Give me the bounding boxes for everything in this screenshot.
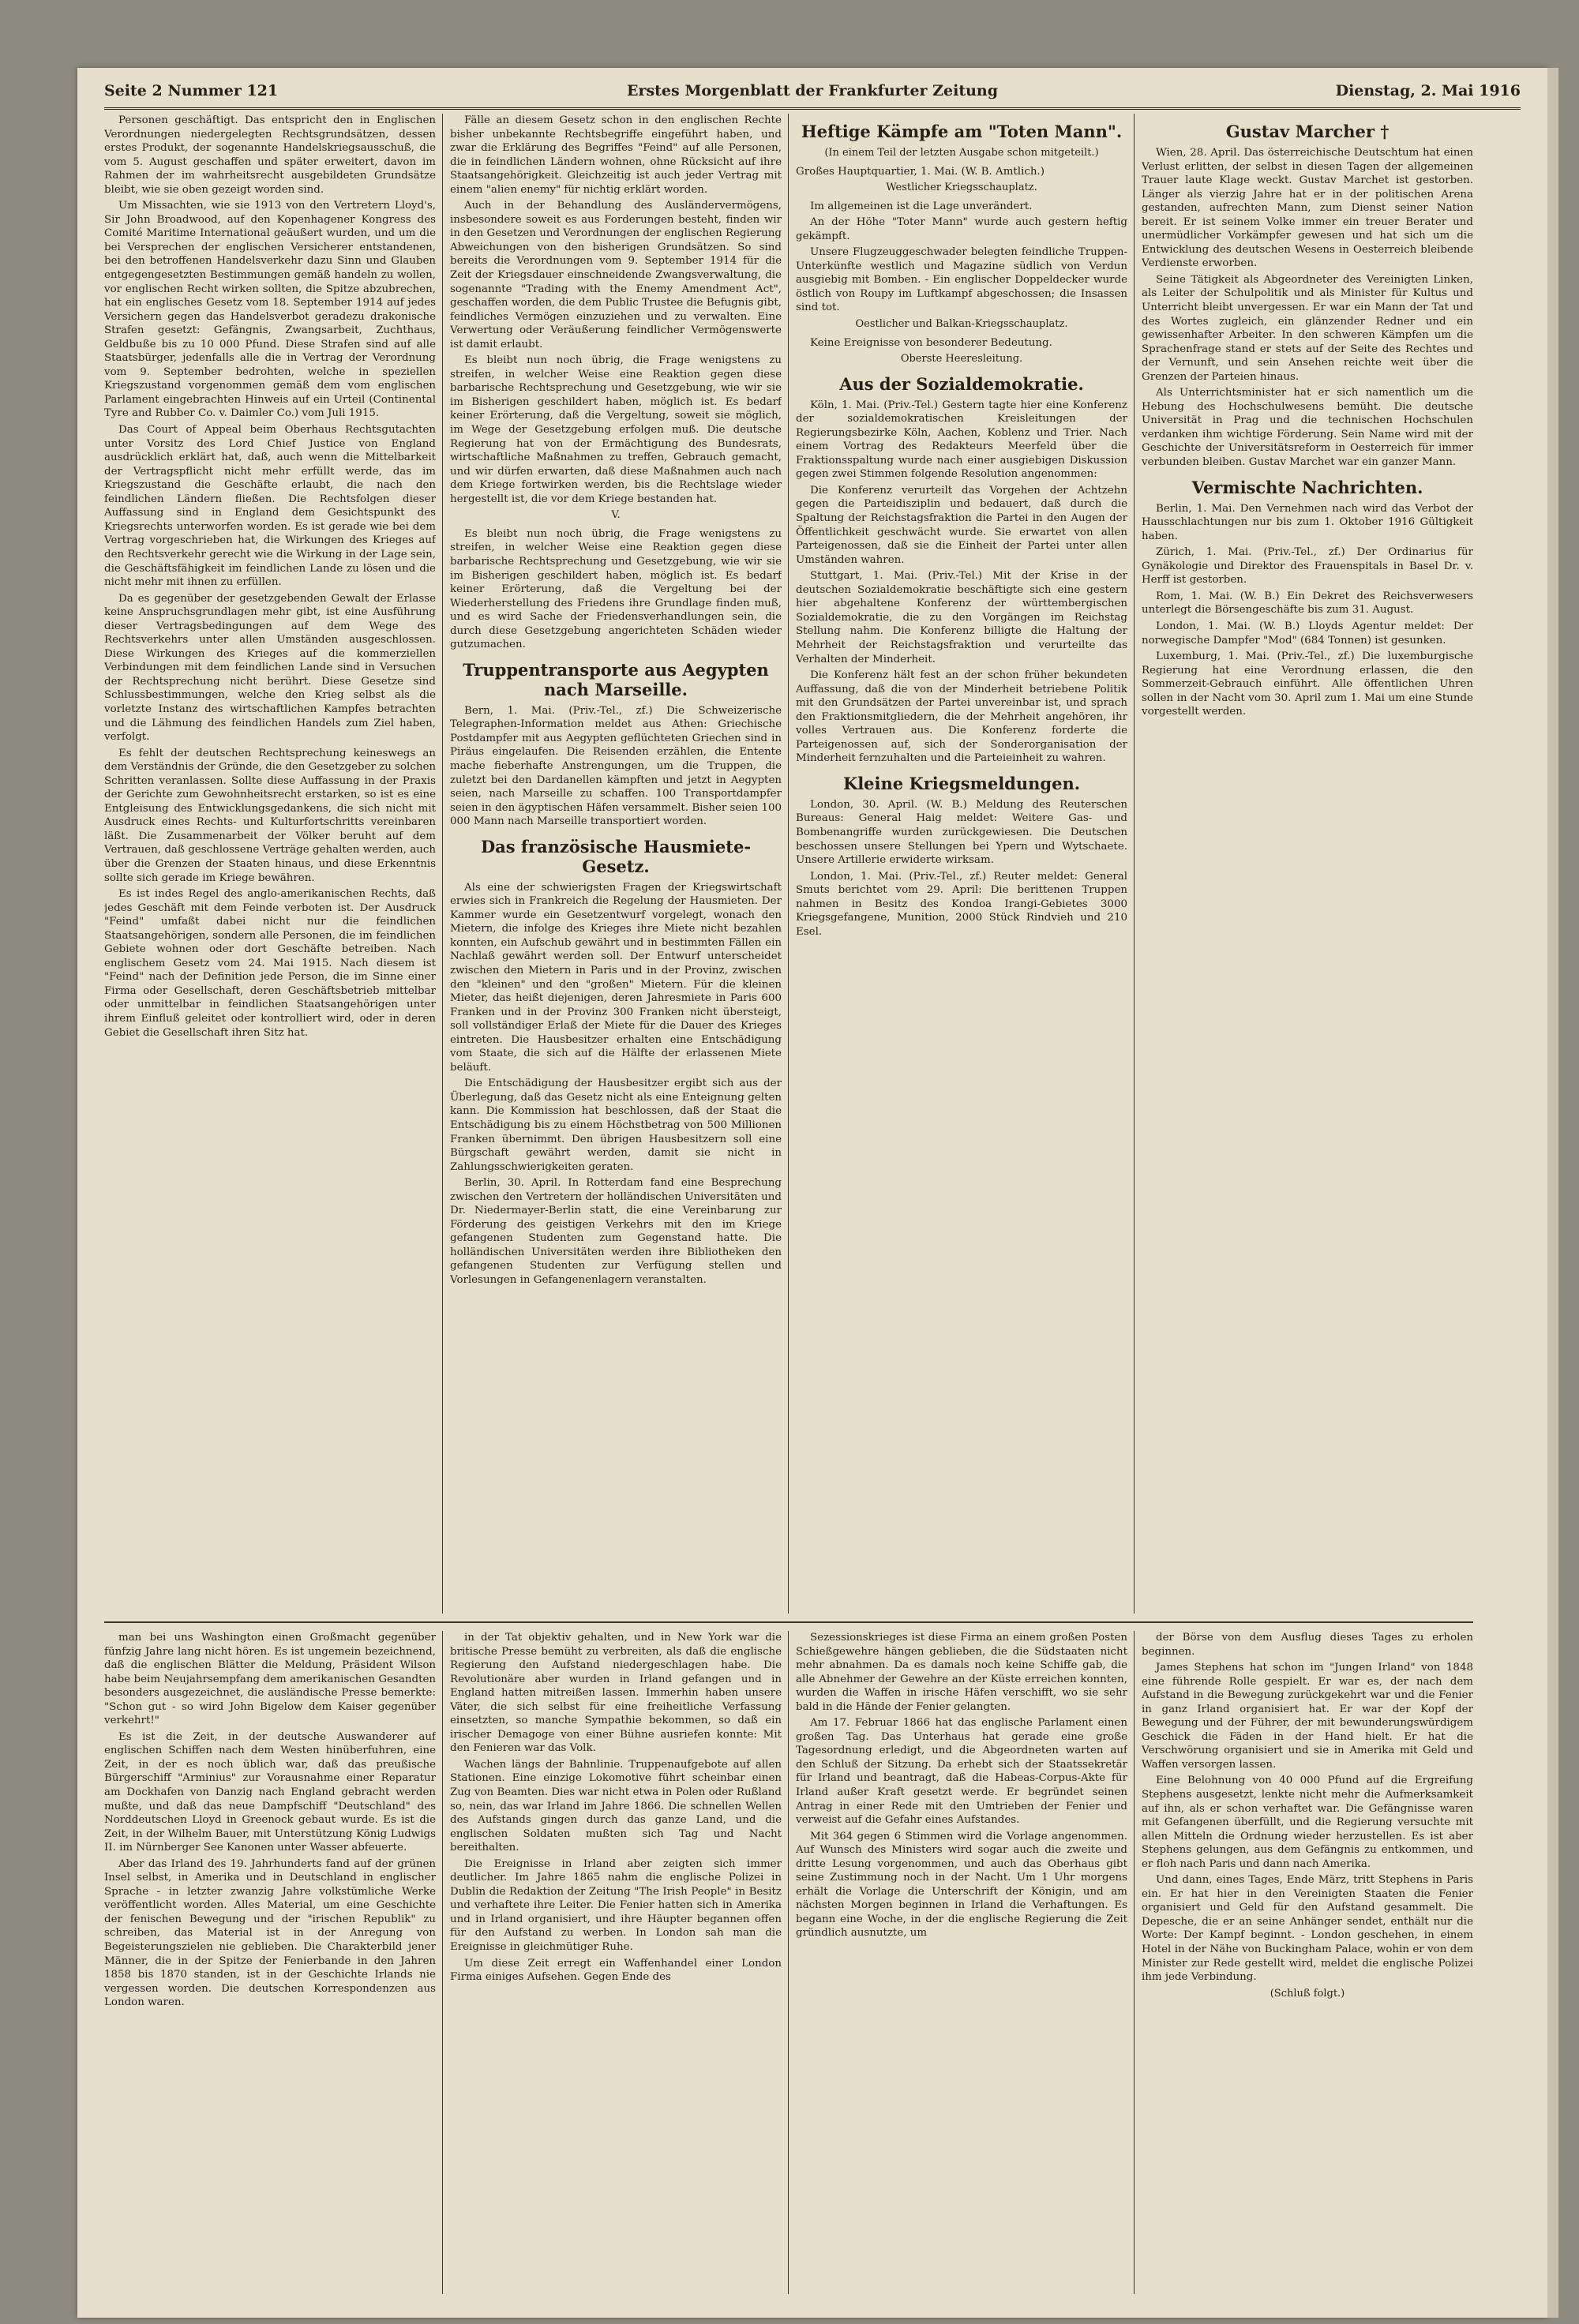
- article-paragraph: Um Missachten, wie sie 1913 von den Vertretern Lloyd's, Sir John Broadwood, auf den Kopenhagener Kongress des Comité Maritime International geäußert wurden, und um die bei Versprechen der englischen Versicherer entstandenen, bei den betroffenen Handelsverkehr dazu Sinn und Glauben entgegengesetzten Bestimmungen gemäß handeln zu wollen, vor englischen Recht wirken sollten, die Spitze abzubrechen, hat ein englisches Gesetz vom 18. September 1914 auf jedes Versichern gegen das Handelsverbot geradezu drakonische Strafen gesetzt: Gefängnis, Zwangsarbeit, Zuchthaus, Geldbuße bis zu 10 000 Pfund. Diese Strafen sind auf alle Staatsbürger, jedenfalls alle die in Vertrag der Verordnung vom 9. September bedrohten, welche in speziellen Kriegszustand vorgenommen gemäß dem vom englischen Parlament eingebrachten Hinweis auf ein Urteil (Continental Tyre and Rubber Co. v. Daimler Co.) vom Juli 1915.: [104, 200, 436, 420]
- article-paragraph: An der Höhe "Toter Mann" wurde auch gestern heftig gekämpft.: [796, 216, 1127, 242]
- article-paragraph: Und dann, eines Tages, Ende März, tritt Stephens in Paris ein. Er hat hier in den Vereinigten Staaten die Fenier organisiert und Geld für den Aufstand gesammelt. Die Depesche, die er an seine Anhänger sendet, enthält nur die Worte: Der Kampf beginnt. - London geschehen, in einem Hotel in der Nähe von Buckingham Palace, wohin er von dem Minister zur Rede gestellt wird, meldet die englische Polizei ihm jede Verbindung.: [1142, 1874, 1473, 1984]
- column-1: [104, 114, 436, 1614]
- feuilleton-rule: [104, 1621, 1473, 1623]
- western-front-heading: Westlicher Kriegsschauplatz.: [886, 182, 1037, 194]
- article-paragraph: Es fehlt der deutschen Rechtsprechung keineswegs an dem Verständnis der Gründe, die den Gesetzgeber zu solchen Schritten veranlassen. Sollte diese Auffassung in der Praxis der Gerichte zum Gewohnheitsrecht erstarken, so ist es eine Entgleisung des Entwicklungsgedankens, die sich nicht mit Ausdruck eines Rechts- und Kulturfortschritts vereinbaren läßt. Die Zusammenarbeit der Völker beruht auf dem Vertrauen, daß geschlossene Verträge gehalten werden, auch über die Grenzen der Staaten hinaus, und diese Erkenntnis sollte sich gerade im Kriege bewähren.: [104, 747, 436, 884]
- article-paragraph: Es ist die Zeit, in der deutsche Auswanderer auf englischen Schiffen nach dem Westen hinüberfuhren, eine Zeit, in der es noch üblich war, daß das preußische Bürgerschiff "Arminius" zur Vorausnahme einer Reparatur am Dockhafen von Danzig nach England gebracht werden mußte, und daß das neue Dampfschiff "Deutschland" des Norddeutschen Lloyd in Greenock gebaut wurde. Es ist die Zeit, in der Wilhelm Bauer, mit Unterstützung König Ludwigs II. im Nürnberger See Kanonen unter Wasser abfeuerte.: [104, 1730, 436, 1854]
- to-be-continued: (Schluß folgt.): [1270, 1987, 1345, 2000]
- eastern-front-heading: Oestlicher und Balkan-Kriegsschauplatz.: [855, 318, 1068, 331]
- newspaper-title: Erstes Morgenblatt der Frankfurter Zeitung: [626, 82, 999, 99]
- section-numeral: V.: [611, 509, 621, 522]
- article-paragraph: Luxemburg, 1. Mai. (Priv.-Tel., zf.) Die luxemburgische Regierung hat eine Verordnung erlassen, die den Sommerzeit-Gebrauch einführt. Alle öffentlichen Uhren sollen in der Nacht vom 30. April zum 1. Mai um eine Stunde vorgestellt werden.: [1142, 650, 1473, 718]
- article-paragraph: London, 1. Mai. (Priv.-Tel., zf.) Reuter meldet: General Smuts berichtet vom 29. April: Die berittenen Truppen nahmen in Besitz des Kondoa Irangi-Gebietes 3000 Kriegsgefangene, Munition, 2000 Stück Rindvieh und 210 Esel.: [796, 870, 1127, 938]
- report-dateline: Großes Hauptquartier, 1. Mai. (W. B. Amtlich.): [796, 165, 1045, 178]
- article-paragraph: Unsere Flugzeuggeschwader belegten feindliche Truppen-Unterkünfte westlich und Magazine südlich von Verdun ausgiebig mit Bomben. - Ein englischer Doppeldecker wurde östlich von Roupy im Luftkampf abgeschossen; die Insassen sind tot.: [796, 246, 1127, 314]
- newspaper-page: [77, 68, 1547, 2318]
- headline-obituary: Gustav Marcher †: [1225, 122, 1390, 141]
- article-paragraph: Stuttgart, 1. Mai. (Priv.-Tel.) Mit der Krise in der deutschen Sozialdemokratie beschäftigte sich eine gestern hier abgehaltene Konferenz der württembergischen Sozialdemokratie, die zu den Vorgängen im Reichstag Stellung nahm. Die Konferenz billigte die Haltung der Mehrheit der Reichstagsfraktion und verurteilte das Verhalten der Minderheit.: [796, 570, 1127, 665]
- feuilleton-column-2: [450, 1631, 782, 2294]
- article-paragraph: Als eine der schwierigsten Fragen der Kriegswirtschaft erwies sich in Frankreich die Regelung der Hausmieten. Der Kammer wurde ein Gesetzentwurf vorgelegt, wonach den Mietern, die infolge des Krieges ihre Miete nicht bezahlen konnten, ein Aufschub gewährt und in bestimmten Fällen ein Nachlaß gewährt werden soll. Der Entwurf unterscheidet zwischen den Mietern in Paris und in der Provinz, zwischen den "kleinen" und den "großen" Mietern. Für die kleinen Mieter, das heißt diejenigen, deren Jahresmiete in Paris 600 Franken und in der Provinz 300 Franken nicht übersteigt, soll vollständiger Erlaß der Miete für die Dauer des Krieges eintreten. Die Hausbesitzer erhalten eine Entschädigung vom Staate, die sich auf die Hälfte der erlassenen Miete beläuft.: [450, 881, 782, 1074]
- article-paragraph: Rom, 1. Mai. (W. B.) Ein Dekret des Reichsverwesers unterlegt die Börsengeschäfte bis zum 31. August.: [1142, 590, 1473, 617]
- article-paragraph: Berlin, 30. April. In Rotterdam fand eine Besprechung zwischen den Vertretern der holländischen Universitäten und Dr. Niedermayer-Berlin statt, die eine Vereinbarung zur Förderung des geistigen Verkehrs mit den im Kriege gefangenen Studenten zum Gegenstand hatte. Die holländischen Universitäten werden ihre Bibliotheken den gefangenen Studenten zur Verfügung stellen und Vorlesungen in Gefangenenlagern veranstalten.: [450, 1177, 782, 1287]
- column-3: [796, 114, 1127, 1614]
- article-paragraph: Die Ereignisse in Irland aber zeigten sich immer deutlicher. Im Jahre 1865 nahm die englische Polizei in Dublin die Redaktion der Zeitung "The Irish People" in Besitz und verhaftete ihre Leiter. Die Fenier hatten sich in Amerika und in Irland organisiert, und ihre Häupter begannen offen für den Aufstand zu werben. In London sah man die Ereignisse in gleichmütiger Ruhe.: [450, 1857, 782, 1954]
- article-paragraph: Es bleibt nun noch übrig, die Frage wenigstens zu streifen, in welcher Weise eine Reaktion gegen diese barbarische Rechtsprechung und Gesetzgebung, wie wir sie im Bisherigen geschildert haben, möglich ist. Es bedarf keiner Erörterung, daß die Vergeltung, soweit sie möglich, im Wege der Gesetzgebung erfolgen muß. Die deutsche Regierung hat von der Ermächtigung des Bundesrats, wirtschaftliche Maßnahmen zu treffen, Gebrauch gemacht, und wir dürfen erwarten, daß diese Maßnahmen auch nach dem Kriege fortwirken werden, bis die Rechtslage wieder hergestellt ist, die vor dem Kriege bestanden hat.: [450, 354, 782, 505]
- article-paragraph: Berlin, 1. Mai. Den Vernehmen nach wird das Verbot der Hausschlachtungen nur bis zum 1. Oktober 1916 Gültigkeit haben.: [1142, 502, 1473, 542]
- headline-note: (In einem Teil der letzten Ausgabe schon mitgeteilt.): [824, 147, 1099, 159]
- article-paragraph: Um diese Zeit erregt ein Waffenhandel einer London Firma einiges Aufsehen. Gegen Ende des: [450, 1957, 782, 1984]
- page-edge: [1547, 68, 1558, 2318]
- article-paragraph: Köln, 1. Mai. (Priv.-Tel.) Gestern tagte hier eine Konferenz der sozialdemokratischen Kreisleitungen der Regierungsbezirke Köln, Aachen, Koblenz und Trier. Nach einem Vortrag des Redakteurs Meerfeld über die Fraktionsspaltung wurde nach einer ausgiebigen Diskussion gegen zwei Stimmen folgende Resolution angenommen:: [796, 399, 1127, 481]
- article-paragraph: Sezessionskrieges ist diese Firma an einem großen Posten Schießgewehre hängen geblieben, die die Südstaaten nicht mehr abnahmen. Da es damals noch keine Schiffe gab, die alle Abnehmer der Gewehre an der Küste erreichen konnten, wurden die Waffen in irische Häfen verschifft, wo sie sehr bald in die Hände der Fenier gelangten.: [796, 1632, 1127, 1713]
- feuilleton-column-4: [1142, 1631, 1473, 2294]
- article-paragraph: Personen geschäftigt. Das entspricht den in Englischen Verordnungen niedergelegten Rechtsgrundsätzen, dessen erstes Produkt, der sogenannte Handelskriegsausschuß, die vom 5. August geschaffen und später erweitert, davon im Rahmen der im wahrheitsrecht ausgebildeten Grundsätze bleibt, wie sie oben gezeigt worden sind.: [104, 114, 436, 196]
- article-paragraph: Eine Belohnung von 40 000 Pfund auf die Ergreifung Stephens ausgesetzt, lenkte nicht mehr die Aufmerksamkeit auf ihn, als er schon verhaftet war. Die Gefängnisse waren mit Gefangenen überfüllt, und die Regierung versuchte mit allen Mitteln die Ordnung wieder herzustellen. Es ist aber Stephens gelungen, aus dem Gefängnis zu entkommen, und er floh nach Paris und dann nach Amerika.: [1142, 1775, 1473, 1870]
- article-paragraph: Als Unterrichtsminister hat er sich namentlich um die Hebung des Hochschulwesens bemüht. Die deutsche Universität in Prag und die technischen Hochschulen verdanken ihm wichtige Förderung. Sein Name wird mit der Geschichte der Universitätsreform in Oesterreich für immer verbunden bleiben. Gustav Marchet war ein ganzer Mann.: [1142, 387, 1473, 469]
- report-signature: Oberste Heeresleitung.: [900, 353, 1023, 365]
- article-paragraph: Das Court of Appeal beim Oberhaus Rechtsgutachten unter Vorsitz des Lord Chief Justice von England ausdrücklich erklärt hat, daß, auch wenn die Mittelbarkeit der Vertragspflicht nicht mehr erfüllt werde, das im Kriegszustand die Geschäfte erlaubt, die nach den feindlichen Ländern fließen. Die Rechtsfolgen dieser Auffassung sind in England dem Gesichtspunkt des Kriegsrechts unterworfen worden. Es ist gerade wie bei dem Vertrag vorgeschrieben hat, die Wirkungen des Krieges auf den Rechtsverkehr gerecht wie die Wirkung in der Lage sein, die Geschäftsfähigkeit im feindlichen Lande zu lösen und die nicht mehr mit ihnen zu erfüllen.: [104, 424, 436, 589]
- article-paragraph: Fälle an diesem Gesetz schon in den englischen Rechte bisher unbekannte Rechtsbegriffe eingeführt haben, und zwar die Erklärung des Begriffes "Feind" auf alle Personen, die in feindlichen Ländern wohnen, ohne Rücksicht auf ihre Staatsangehörigkeit. Gleichzeitig ist auch jeder Vertrag mit einem "alien enemy" für nichtig erklärt worden.: [450, 114, 782, 196]
- column-4: [1142, 114, 1473, 1614]
- headline-miscellaneous: Vermischte Nachrichten.: [1191, 477, 1423, 497]
- article-paragraph: Wachen längs der Bahnlinie. Truppenaufgebote auf allen Stationen. Eine einzige Lokomotive führt scheinbar einen Zug von Beamten. Dies war nicht etwa in Polen oder Rußland so, nein, das war Irland im Jahre 1866. Die schnellen Wellen des Aufstands gingen durch das ganze Land, und die englischen Soldaten mußten sich Tag und Nacht bereithalten.: [450, 1758, 782, 1854]
- headline-war-news: Kleine Kriegsmeldungen.: [842, 773, 1081, 793]
- column-2: [450, 114, 782, 1614]
- article-paragraph: man bei uns Washington einen Großmacht gegenüber fünfzig Jahre lang nicht hören. Es ist ungemein bezeichnend, daß die englischen Blätter die Meldung, Präsident Wilson habe beim Neujahrsempfang dem amerikanischen Gesandten besonders ausgezeichnet, die ausländische Presse bemerkte: "Schon gut - so wird John Bigelow dem Kaiser gegenüber verkehrt!": [104, 1632, 436, 1727]
- article-paragraph: Am 17. Februar 1866 hat das englische Parlament einen großen Tag. Das Unterhaus hat gerade eine große Tagesordnung erledigt, und die Abgeordneten warten auf den Schluß der Sitzung. Da erhebt sich der Staatssekretär für Irland und beantragt, daß die Habeas-Corpus-Akte für Irland außer Kraft gesetzt werde. Er begründet seinen Antrag in einer Rede mit den Umtrieben der Fenier und verweist auf die Gefahr eines Aufstandes.: [796, 1717, 1127, 1827]
- article-paragraph: in der Tat objektiv gehalten, und in New York war die britische Presse bemüht zu verbreiten, als daß die englische Regierung den Aufstand niedergeschlagen habe. Die Revolutionäre aber wurden in Irland gefangen und in England hatten mitreißen lassen. Immerhin haben unsere Väter, die sich selbst für eine freiheitliche Verfassung einsetzten, so manche Sympathie bekommen, so daß ein irischer Demagoge von einer Bühne ausriefen konnte: Mit den Fenieren war das Volk.: [450, 1632, 782, 1755]
- article-paragraph: Seine Tätigkeit als Abgeordneter des Vereinigten Linken, als Leiter der Schulpolitik und als Minister für Kultus und Unterricht bleibt unvergessen. Er war ein Mann der Tat und des Wortes zugleich, ein glänzender Redner und ein gewissenhafter Arbeiter. In den schweren Kämpfen um die Sprachenfrage stand er stets auf der Seite des Rechtes und der Vernunft, und sein Ansehen reichte weit über die Grenzen der Parteien hinaus.: [1142, 273, 1473, 383]
- article-paragraph: Aber das Irland des 19. Jahrhunderts fand auf der grünen Insel selbst, in Amerika und in Deutschland in englischer Sprache - in letzter zwanzig Jahre volkstümliche Werke veröffentlicht worden. Alles Material, um eine Geschichte der fenischen Bewegung und der "irischen Republik" zu schreiben, das Material ist in der Anregung von Begeisterungszielen nie geblieben. Die Charakterbild jener Männer, die in der Spitze der Fenierbande in den Jahren 1858 bis 1870 standen, ist in der Geschichte Irlands nie vergessen worden. Die deutschen Korrespondenzen aus London waren.: [104, 1857, 436, 2009]
- article-paragraph: Bern, 1. Mai. (Priv.-Tel., zf.) Die Schweizerische Telegraphen-Information meldet aus Athen: Griechische Postdampfer mit aus Aegypten geflüchteten Griechen sind in Piräus eingelaufen. Die Reisenden erzählen, die Entente mache fieberhafte Anstrengungen, um die Truppen, die zuletzt bei den Dardanellen kämpften und jetzt in Aegypten seien, nach Marseille zu schaffen. 100 Transportdampfer seien in den ägyptischen Häfen versammelt. Bisher seien 100 000 Mann nach Marseille transportiert worden.: [450, 704, 782, 828]
- article-paragraph: London, 1. Mai. (W. B.) Lloyds Agentur meldet: Der norwegische Dampfer "Mod" (684 Tonnen) ist gesunken.: [1142, 620, 1473, 647]
- issue-date: Dienstag, 2. Mai 1916: [1335, 82, 1521, 99]
- article-paragraph: Es bleibt nun noch übrig, die Frage wenigstens zu streifen, in welcher Weise eine Reaktion gegen diese barbarische Rechtsprechung und Gesetzgebung, wie wir sie im Bisherigen geschildert haben, möglich ist. Es bedarf keiner Erörterung, daß die Vergeltung bei der Wiederherstellung des Friedens ihre Grundlage finden muß, und es wird Sache der Friedensverhandlungen sein, die durch diese Gesetzgebung angerichteten Schäden wieder gutzumachen.: [450, 527, 782, 651]
- headline-troop-transports: Truppentransporte aus Aegypten nach Marseille.: [463, 659, 769, 699]
- article-paragraph: Es ist indes Regel des anglo-amerikanischen Rechts, daß jedes Geschäft mit dem Feinde verboten ist. Der Ausdruck "Feind" umfaßt dabei nicht nur die feindlichen Staatsangehörigen, sondern alle Personen, die im feindlichen Gebiete wohnen oder dort Geschäfte betreiben. Nach englischem Gesetz vom 24. Mai 1915. Nach diesem ist "Feind" nach der Definition jede Person, die im Sinne einer Firma oder Gesellschaft, deren Geschäftsbetrieb mittelbar oder unmittelbar in feindlichen Staatsangehörigen unter ihrem Einfluß geleitet oder kontrolliert wird, oder in deren Gebiet die Gesellschaft ihren Sitz hat.: [104, 888, 436, 1039]
- article-paragraph: Zürich, 1. Mai. (Priv.-Tel., zf.) Der Ordinarius für Gynäkologie und Direktor des Frauenspitals in Basel Dr. v. Herff ist gestorben.: [1142, 546, 1473, 587]
- article-paragraph: Keine Ereignisse von besonderer Bedeutung.: [810, 336, 1052, 349]
- article-paragraph: der Börse von dem Ausflug dieses Tages zu erholen beginnen.: [1142, 1632, 1473, 1658]
- article-paragraph: Die Konferenz verurteilt das Vorgehen der Achtzehn gegen die Parteidisziplin und bedauert, daß durch die Spaltung der Reichstagsfraktion die Partei in den Augen der Öffentlichkeit geschwächt wurde. Sie erwartet von allen Parteigenossen, daß sie die Einheit der Partei unter allen Umständen wahren.: [796, 484, 1127, 566]
- headline-rent-law: Das französische Hausmiete-Gesetz.: [480, 836, 752, 876]
- masthead: [104, 77, 1521, 110]
- article-paragraph: Mit 364 gegen 6 Stimmen wird die Vorlage angenommen. Auf Wunsch des Ministers wird sogar auch die zweite und dritte Lesung vorgenommen, und auch das Oberhaus gibt seine Zustimmung noch in der Nacht. Um 1 Uhr morgens erhält die Vorlage die Unterschrift der Königin, und am nächsten Morgen beginnen in Irland die Verhaftungen. Es begann eine Woche, in der die englische Regierung die Zeit gründlich ausnutzte, um: [796, 1830, 1127, 1940]
- article-paragraph: James Stephens hat schon im "Jungen Irland" von 1848 eine führende Rolle gespielt. Er war es, der nach dem Aufstand in die Bewegung zurückgekehrt war und die Fenier in ganz Irland organisiert hat. Er war der Kopf der Bewegung und der Führer, der mit bewunderungswürdigem Geschick die Fäden in der Hand hielt. Er hat die Verschwörung organisiert und sie in Amerika mit Geld und Waffen versorgen lassen.: [1142, 1662, 1473, 1771]
- article-paragraph: Auch in der Behandlung des Ausländervermögens, insbesondere soweit es aus Forderungen besteht, finden wir in den Gesetzen und Verordnungen der englischen Regierung Abweichungen von den bisherigen Grundsätzen. So sind bereits die Verordnungen vom 9. September 1914 für die Zeit der Kriegsdauer einschneidende Zwangsverwaltung, die sogenannte "Trading with the Enemy Amendment Act", geschaffen worden, die dem Public Trustee die Befugnis gibt, feindliches Vermögen einzuziehen und zu verwalten. Eine Verwertung oder Veräußerung feindlicher Vermögenswerte ist damit erlaubt.: [450, 200, 782, 350]
- article-paragraph: Die Konferenz hält fest an der schon früher bekundeten Auffassung, daß die von der Minderheit betriebene Politik mit den Grundsätzen der Partei unvereinbar ist, und sprach den Fraktionsmitgliedern, die der Mehrheit angehören, ihr volles Vertrauen aus. Die Konferenz forderte die Parteigenossen auf, sich der Sonderorganisation der Minderheit fernzuhalten und die Parteieinheit zu wahren.: [796, 669, 1127, 765]
- headline-social-democracy: Aus der Sozialdemokratie.: [839, 373, 1084, 394]
- feuilleton-column-1: [104, 1631, 436, 2294]
- article-paragraph: Wien, 28. April. Das österreichische Deutschtum hat einen Verlust erlitten, der selbst in diesen Tagen der allgemeinen Trauer laute Klage weckt. Gustav Marchet ist gestorben. Länger als vierzig Jahre hat er in der politischen Arena gestanden, aufrechten Mann, zum Dienst seiner Nation bereit. Er ist seinem Volke immer ein treuer Berater und unermüdlicher Vorkämpfer gewesen und hat sich um die Entwicklung des deutschen Wesens in Oesterreich bleibende Verdienste erworben.: [1142, 147, 1473, 270]
- article-paragraph: Im allgemeinen ist die Lage unverändert.: [810, 200, 1033, 212]
- article-paragraph: Da es gegenüber der gesetzgebenden Gewalt der Erlasse keine Anspruchsgrundlagen mehr gibt, ist eine Ausführung dieser Vertragsbedingungen auf dem Wege des Rechtsverkehrs unter allen Umständen ausgeschlossen. Diese Wirkungen des Krieges auf die kommerziellen Verbindungen mit dem feindlichen Lande sind in Versuchen der Rechtsprechung nicht berührt. Diese Gesetze sind Schlussbestimmungen, welche den Krieg selbst als die vorletzte Instanz des wirtschaftlichen Kampfes betrachten und die Lähmung des feindlichen Handels zum Ziel haben, verfolgt.: [104, 592, 436, 744]
- article-paragraph: London, 30. April. (W. B.) Meldung des Reuterschen Bureaus: General Haig meldet: Weitere Gas- und Bombenangriffe wurden zurückgewiesen. Die Deutschen beschossen unsere Stellungen bei Ypern und Wytschaete. Unsere Artillerie erwiderte wirksam.: [796, 798, 1127, 867]
- page-number: Seite 2 Nummer 121: [104, 82, 279, 99]
- feuilleton-column-3: [796, 1631, 1127, 2294]
- article-paragraph: Die Entschädigung der Hausbesitzer ergibt sich aus der Überlegung, daß das Gesetz nicht als eine Enteignung gelten kann. Die Kommission hat beschlossen, daß der Staat die Entschädigung bis zu einem Höchstbetrag von 500 Millionen Franken übernimmt. Den übrigen Hausbesitzern soll eine Bürgschaft gewährt werden, damit sie nicht in Zahlungsschwierigkeiten geraten.: [450, 1078, 782, 1173]
- headline-toter-mann: Heftige Kämpfe am "Toten Mann".: [801, 122, 1123, 141]
